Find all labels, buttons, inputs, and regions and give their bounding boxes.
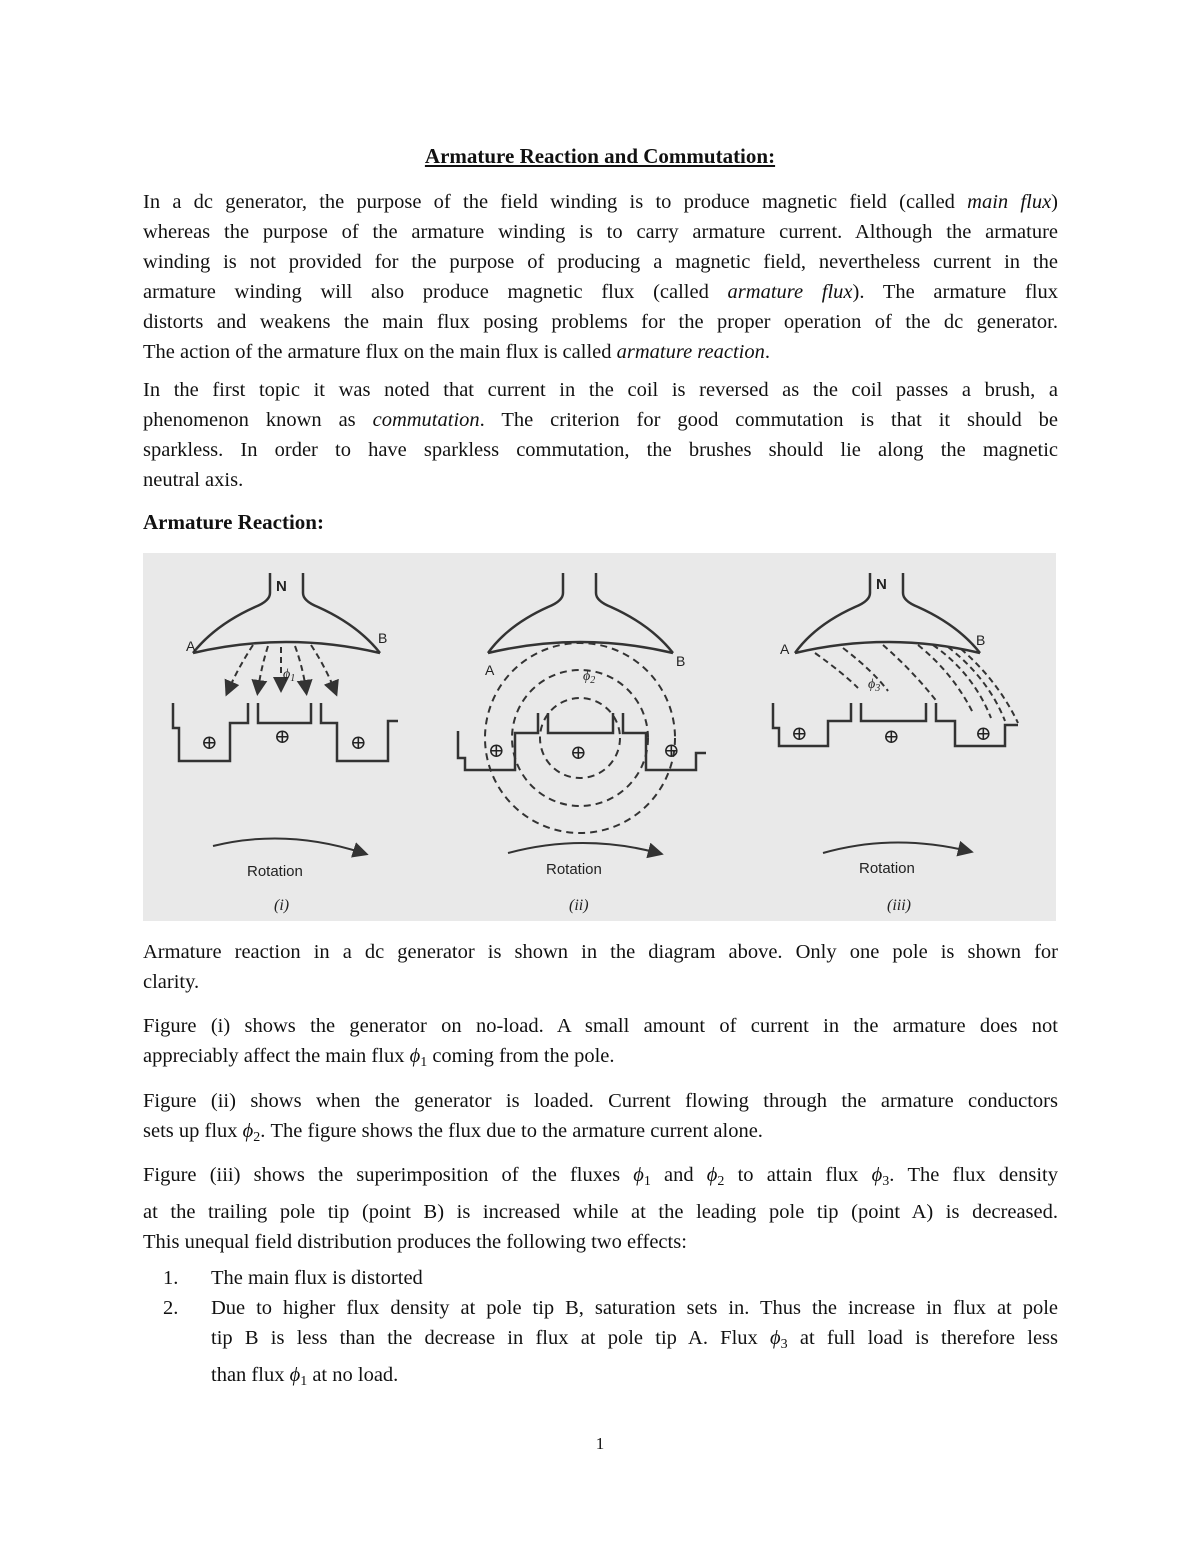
intro-line: In a dc generator, the purpose of the field winding is to produce magnetic field (called main flux) <box>143 191 1058 213</box>
rotation-label: Rotation <box>859 860 915 877</box>
page-number: 1 <box>595 1434 605 1453</box>
figure-i <box>173 573 398 914</box>
caption-iii: (iii) <box>887 897 911 914</box>
body-line: Figure (iii) shows the superimposition of the fluxes $\phi_1$ and $\phi_2$ to attain flux $\phi_3$. The flux density <box>143 1164 1058 1189</box>
intro-line: whereas the purpose of the armature winding is to carry armature current. Although the armature <box>143 221 1058 243</box>
rotation-label: Rotation <box>247 863 303 880</box>
phi3-label: $\phi_3$ <box>868 677 881 694</box>
conductor-symbol: ⊕ <box>570 742 587 764</box>
tip-label-a: A <box>186 638 196 654</box>
rotation-label: Rotation <box>546 861 602 878</box>
caption-i: (i) <box>274 897 290 914</box>
body-line: clarity. <box>143 971 200 993</box>
conductor-symbol: ⊕ <box>791 723 808 745</box>
intro-line: winding is not provided for the purpose of producing a magnetic field, nevertheless current in the <box>143 251 1058 273</box>
pole-label-n: N <box>276 578 287 595</box>
pole-label-n: N <box>876 576 887 593</box>
body-paragraph-4 <box>143 1160 1058 1257</box>
armature-reaction-figure <box>143 553 1056 921</box>
body-line: appreciably affect the main flux $\phi_1$ coming from the pole. <box>143 1045 615 1070</box>
figure-ii <box>458 573 706 914</box>
tip-label-a: A <box>485 662 495 678</box>
conductor-symbol: ⊕ <box>663 740 680 762</box>
tip-label-b: B <box>378 630 388 646</box>
conductor-symbol: ⊕ <box>350 732 367 754</box>
section-heading: Armature Reaction: <box>143 510 324 534</box>
commutation-line: phenomenon known as commutation. The criterion for good commutation is that it should be <box>143 409 1058 431</box>
armature-reaction-diagram <box>143 553 1056 921</box>
commutation-line: In the first topic it was noted that current in the coil is reversed as the coil passes a brush, a <box>143 379 1058 401</box>
conductor-symbol: ⊕ <box>488 740 505 762</box>
conductor-symbol: ⊕ <box>201 732 218 754</box>
figure-iii <box>773 573 1018 914</box>
body-line: at the trailing pole tip (point B) is increased while at the leading pole tip (point A) is decreased. <box>143 1201 1058 1223</box>
effects-list <box>143 1263 1058 1397</box>
body-line: Armature reaction in a dc generator is shown in the diagram above. Only one pole is shown for <box>143 941 1058 963</box>
body-paragraph-1 <box>143 937 1058 997</box>
page-title: Armature Reaction and Commutation: <box>424 144 776 168</box>
intro-line: distorts and weakens the main flux posing problems for the proper operation of the dc generator. <box>143 311 1058 333</box>
body-line: Figure (ii) shows when the generator is loaded. Current flowing through the armature conductors <box>143 1090 1058 1112</box>
phi2-label: $\phi_2$ <box>583 669 596 686</box>
body-line: This unequal field distribution produces the following two effects: <box>143 1231 687 1253</box>
body-line: Figure (i) shows the generator on no-load. A small amount of current in the armature does not <box>143 1015 1058 1037</box>
body-line: sets up flux $\phi_2$. The figure shows the flux due to the armature current alone. <box>143 1120 763 1145</box>
commutation-line: sparkless. In order to have sparkless commutation, the brushes should lie along the magnetic <box>143 439 1058 461</box>
phi1-label: $\phi_1$ <box>283 667 296 684</box>
intro-line: The action of the armature flux on the main flux is called armature reaction. <box>143 341 770 363</box>
caption-ii: (ii) <box>569 897 589 914</box>
intro-paragraph <box>143 187 1058 367</box>
commutation-line: neutral axis. <box>143 469 244 491</box>
intro-line: armature winding will also produce magnetic flux (called armature flux). The armature flux <box>143 281 1058 303</box>
body-paragraph-3 <box>143 1086 1058 1153</box>
commutation-paragraph <box>143 375 1058 495</box>
list-item: 1. The main flux is distorted <box>163 1267 423 1289</box>
tip-label-b: B <box>976 632 986 648</box>
body-paragraph-2 <box>143 1011 1058 1078</box>
list-item: 2. Due to higher flux density at pole tip B, saturation sets in. Thus the increase in flux at pole tip B is less than the decrease in flux at pole tip A. Flux $\phi_3$ at full load is therefore less than flux $\phi_1$ at no load. <box>163 1297 1059 1389</box>
conductor-symbol: ⊕ <box>274 726 291 748</box>
conductor-symbol: ⊕ <box>883 726 900 748</box>
conductor-symbol: ⊕ <box>975 723 992 745</box>
tip-label-b: B <box>676 653 686 669</box>
tip-label-a: A <box>780 641 790 657</box>
